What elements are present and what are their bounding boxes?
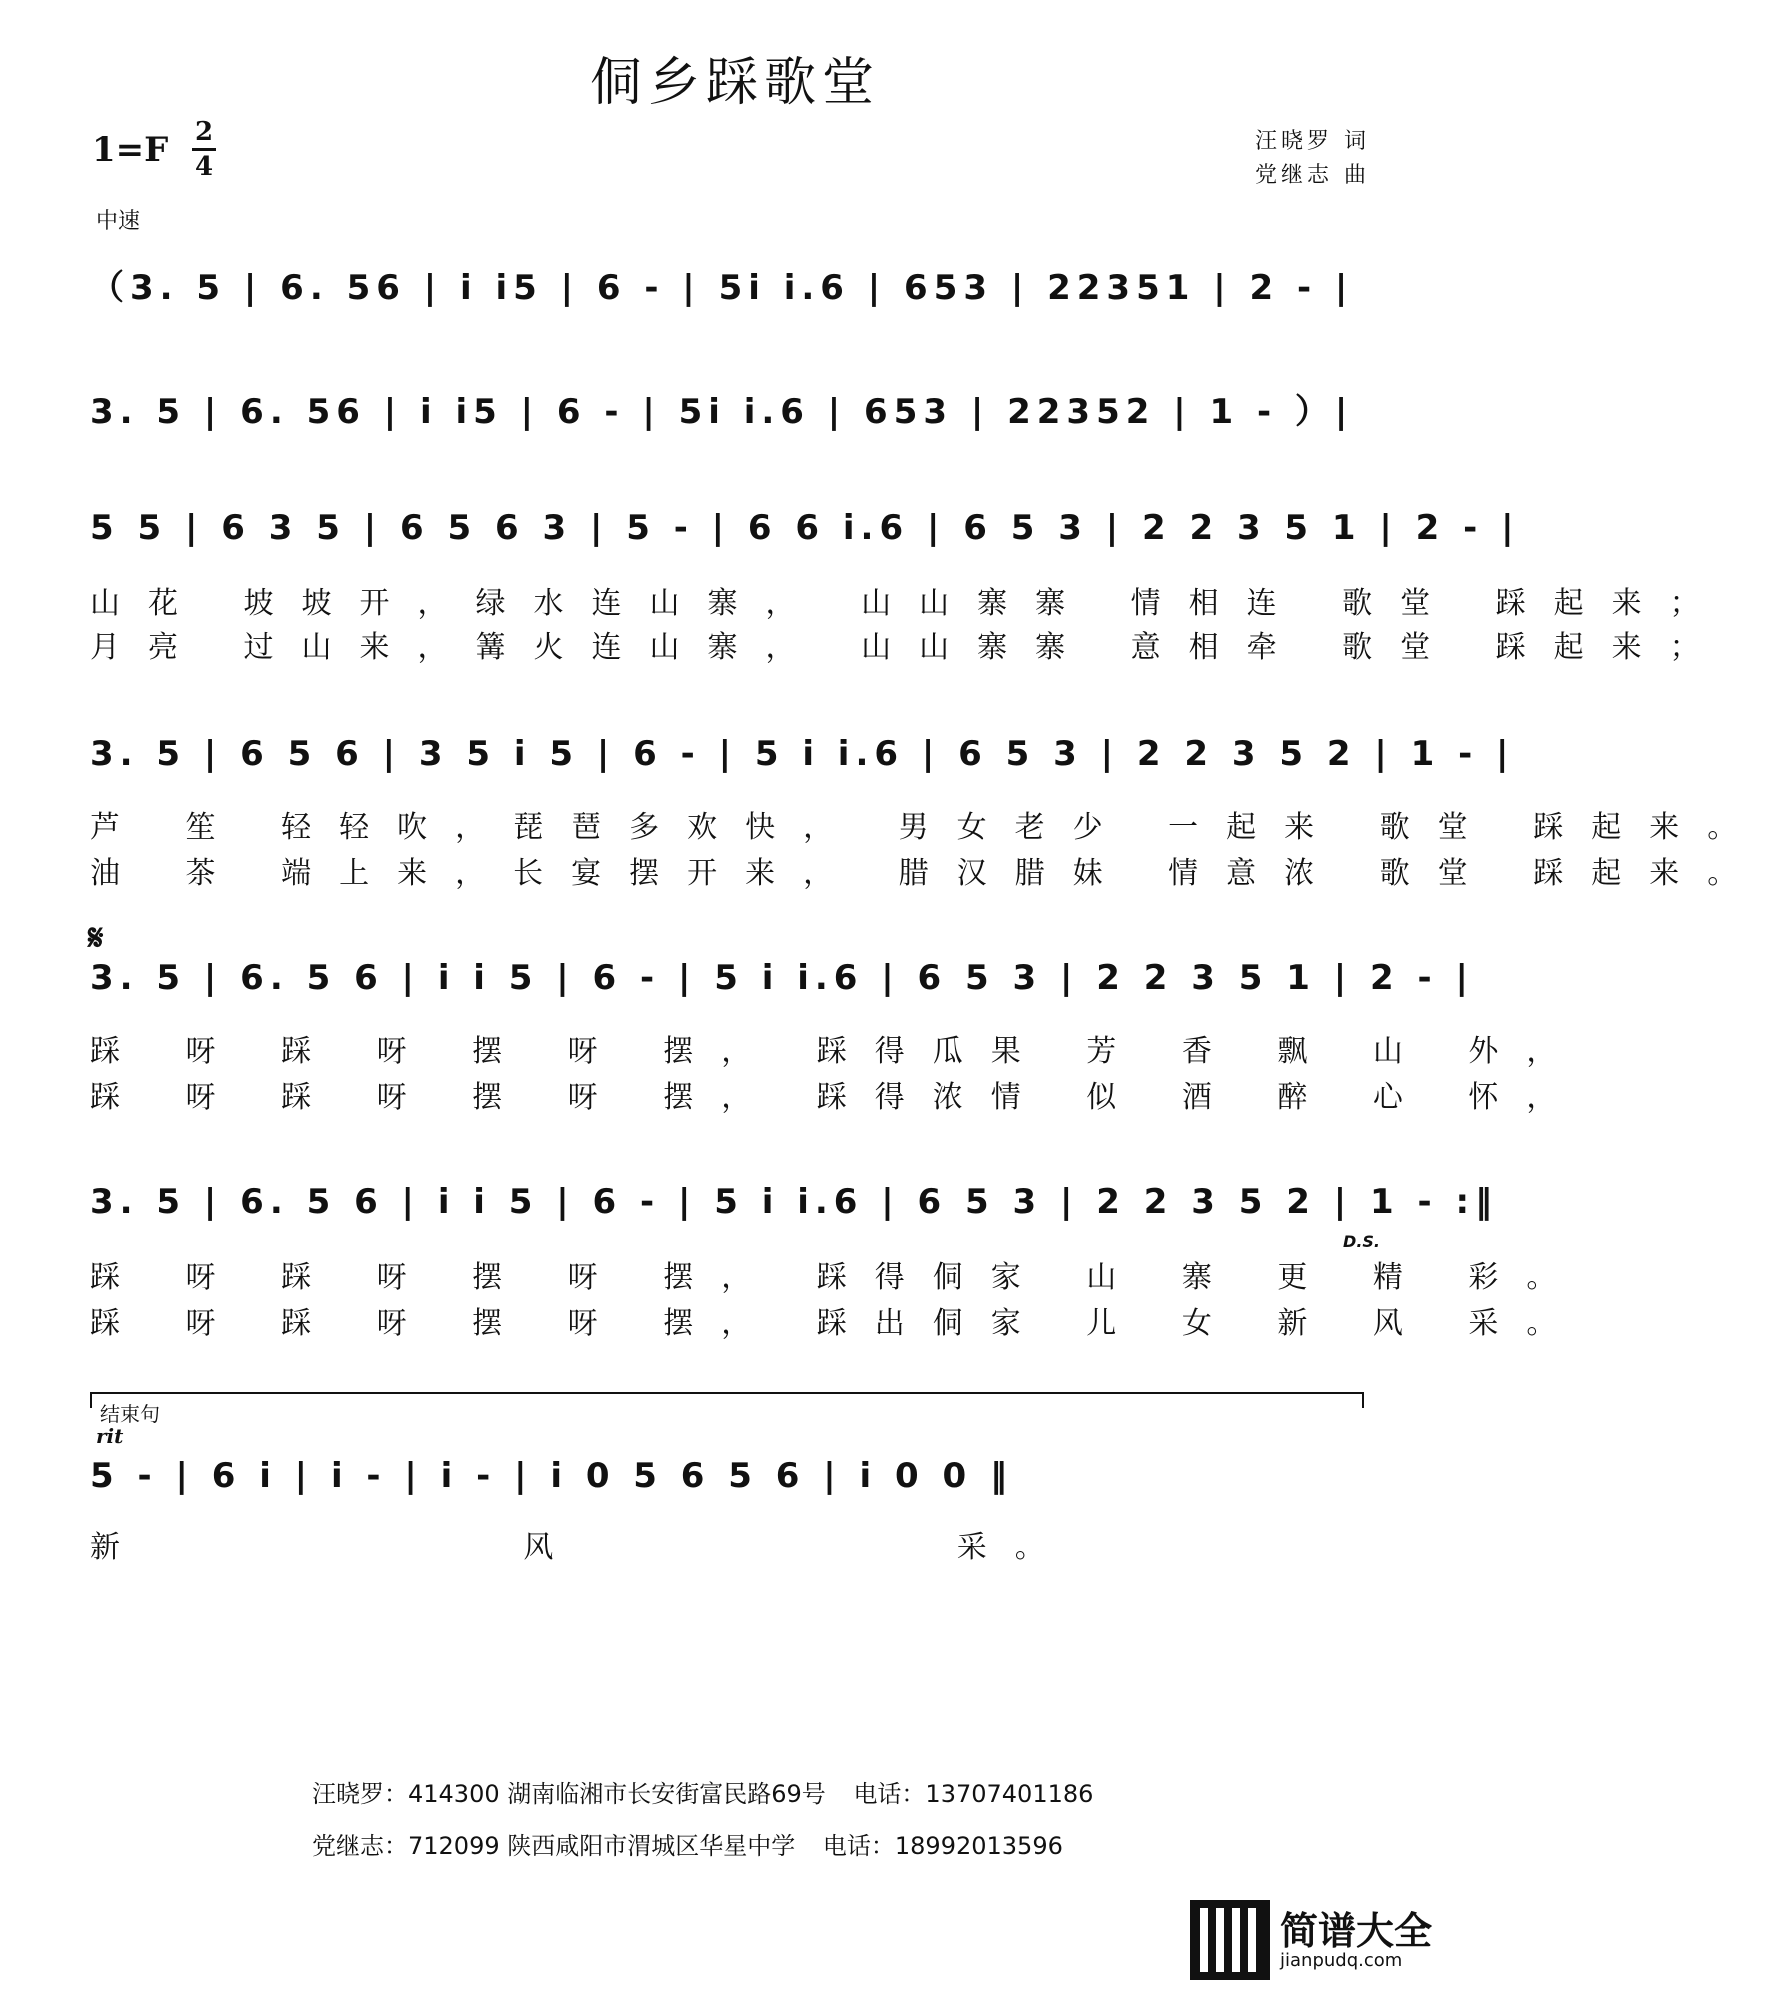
- intro-line-2: 3. 5 | 6. 56 | i i5 | 6 - | 5i i.6 | 653 | 22352 | 1 - ）|: [90, 392, 1354, 432]
- verse-line-1-lyrics-b: 月亮 过山来，篝火连山寨， 山山寨寨 意相牵 歌堂 踩起来；: [90, 630, 1728, 665]
- composer-credit: 党继志 曲: [1255, 163, 1370, 188]
- footer-line-2-phone: 电话：18992013596: [822, 1832, 1063, 1860]
- lyricist-credit: 汪晓罗 词: [1255, 129, 1370, 154]
- footer-line-2-address: 党继志：712099 陕西咸阳市渭城区华星中学: [312, 1832, 796, 1860]
- chorus-line-1-lyrics-b: 踩 呀 踩 呀 摆 呀 摆， 踩得浓情 似 酒 醉 心 怀，: [90, 1080, 1585, 1115]
- tempo-marking: 中速: [96, 209, 141, 234]
- verse-line-1-lyrics-a: 山花 坡坡开，绿水连山寨， 山山寨寨 情相连 歌堂 踩起来；: [90, 586, 1728, 621]
- rit-marking: rit: [96, 1424, 124, 1448]
- page-title: 侗乡踩歌堂: [589, 53, 880, 113]
- piano-key: [1232, 1908, 1240, 1972]
- chorus-line-2-lyrics-b: 踩 呀 踩 呀 摆 呀 摆， 踩出侗家 儿 女 新 风 采。: [90, 1306, 1585, 1341]
- footer-line-2: [312, 1826, 1063, 1861]
- chorus-line-1-notes: 3. 5 | 6. 5 6 | i i 5 | 6 - | 5 i i.6 | 6 5 3 | 2 2 3 5 1 | 2 - |: [90, 958, 1474, 998]
- ending-lyrics: 新 风 采。: [90, 1530, 1073, 1565]
- piano-key: [1216, 1908, 1224, 1972]
- time-signature-bottom: 4: [194, 152, 214, 182]
- ds-marking: D.S.: [1343, 1232, 1380, 1251]
- footer-line-1: [312, 1774, 1093, 1809]
- footer-line-1-phone: 电话：13707401186: [853, 1780, 1094, 1808]
- ending-bracket: [90, 1392, 1364, 1408]
- verse-line-2-lyrics-b: 油 茶 端上来，长宴摆开来， 腊汉腊妹 情意浓 歌堂 踩起来。: [90, 856, 1765, 891]
- chorus-line-1-lyrics-a: 踩 呀 踩 呀 摆 呀 摆， 踩得瓜果 芳 香 飘 山 外，: [90, 1034, 1585, 1069]
- piano-key: [1200, 1908, 1208, 1972]
- logo-name: 简谱大全: [1280, 1909, 1433, 1953]
- site-logo: [1190, 1900, 1450, 1980]
- ending-notes: 5 - | 6 i | i - | i - | i 0 5 6 5 6 | i 0 0 ‖: [90, 1456, 1014, 1496]
- piano-keys-icon: [1190, 1900, 1270, 1980]
- segno-sign: 𝄋: [88, 918, 104, 959]
- time-signature-top: 2: [194, 117, 214, 147]
- verse-line-2-notes: 3. 5 | 6 5 6 | 3 5 i 5 | 6 - | 5 i i.6 | 6 5 3 | 2 2 3 5 2 | 1 - |: [90, 734, 1515, 774]
- logo-url: jianpudq.com: [1280, 1950, 1403, 1971]
- time-signature: [192, 118, 216, 181]
- footer-line-1-address: 汪晓罗：414300 湖南临湘市长安街富民路69号: [312, 1780, 826, 1808]
- chorus-line-2-notes: 3. 5 | 6. 5 6 | i i 5 | 6 - | 5 i i.6 | 6 5 3 | 2 2 3 5 2 | 1 - :‖: [90, 1182, 1499, 1222]
- verse-line-2-lyrics-a: 芦 笙 轻轻吹，琵琶多欢快， 男女老少 一起来 歌堂 踩起来。: [90, 810, 1765, 845]
- piano-key: [1248, 1908, 1256, 1972]
- time-signature-rule: [192, 148, 216, 151]
- intro-line-1: （3. 5 | 6. 56 | i i5 | 6 - | 5i i.6 | 653 | 22351 | 2 - |: [90, 268, 1354, 308]
- verse-line-1-notes: 5 5 | 6 3 5 | 6 5 6 3 | 5 - | 6 6 i.6 | 6 5 3 | 2 2 3 5 1 | 2 - |: [90, 508, 1520, 548]
- chorus-line-2-lyrics-a: 踩 呀 踩 呀 摆 呀 摆， 踩得侗家 山 寨 更 精 彩。: [90, 1260, 1585, 1295]
- ending-label: 结束句: [100, 1402, 160, 1426]
- key-signature: 1=F: [92, 130, 169, 170]
